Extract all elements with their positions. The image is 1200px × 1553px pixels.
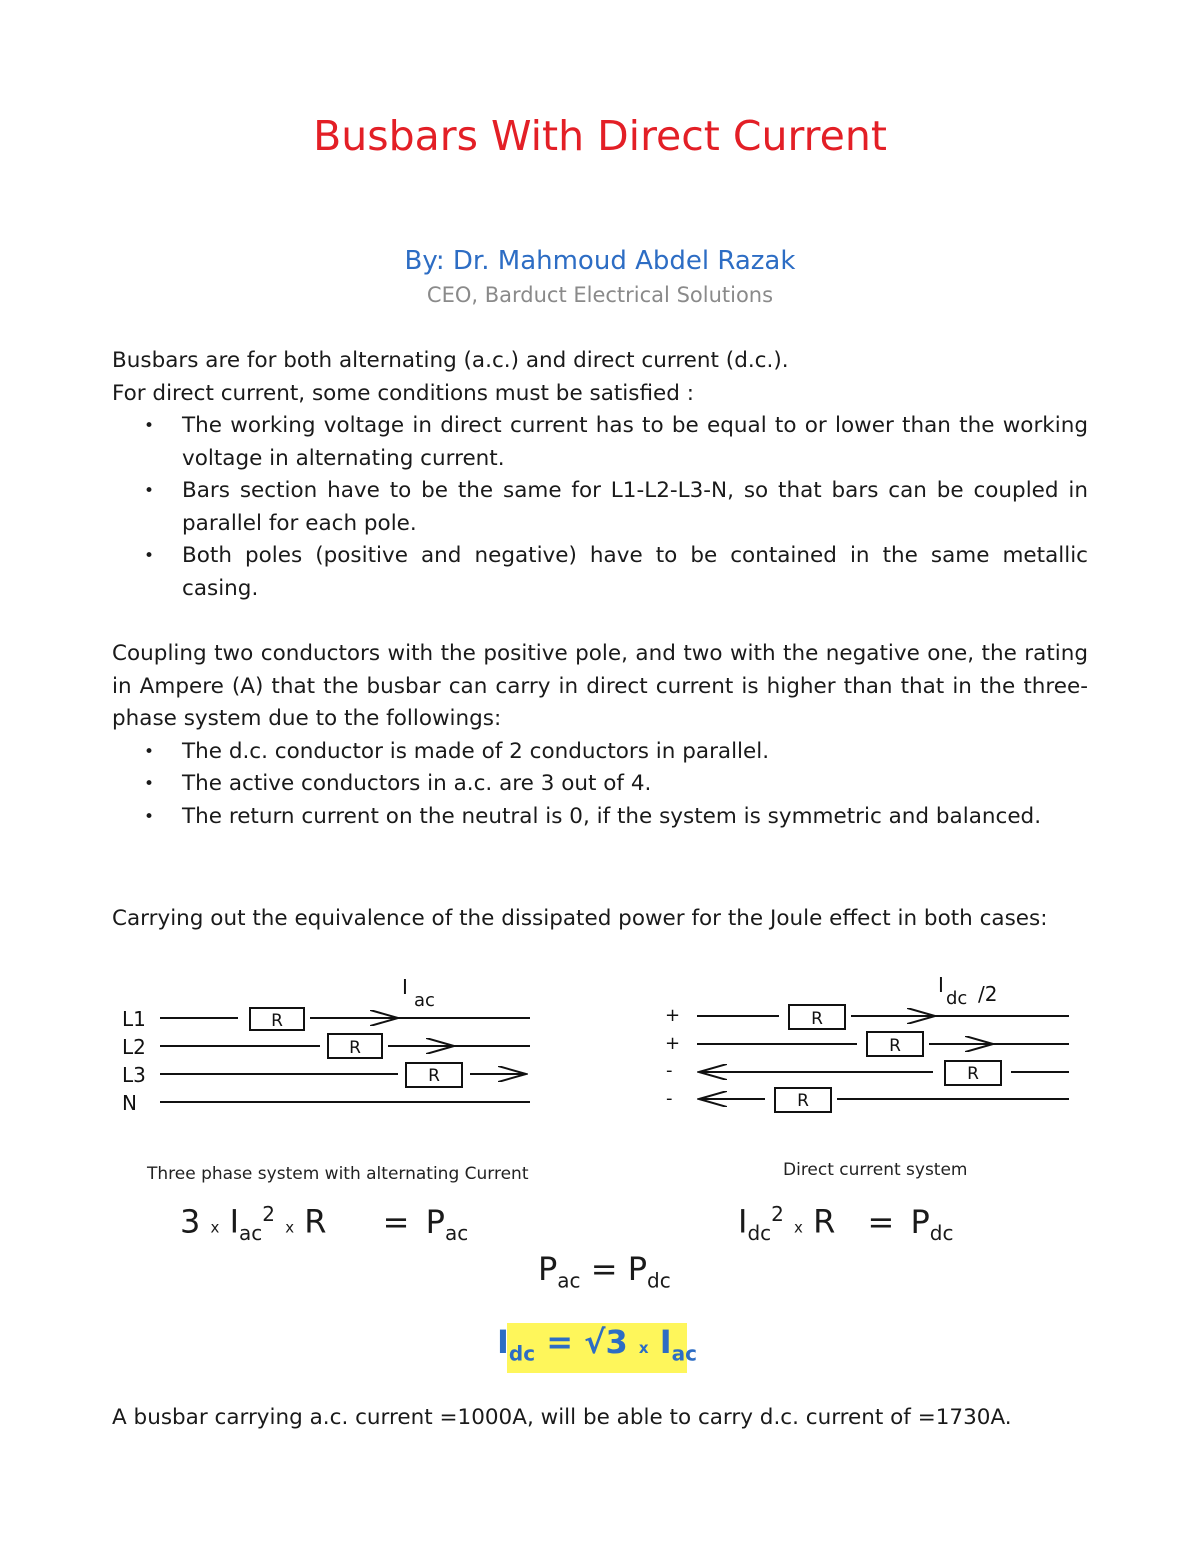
dc-current-sub: dc (946, 988, 968, 1009)
pole-label-negative: - (666, 1088, 673, 1109)
reason-item: • The active conductors in a.c. are 3 out of 4. (112, 768, 1088, 801)
reason-item: • The d.c. conductor is made of 2 conductors in parallel. (112, 736, 1088, 769)
ac-system-diagram (110, 968, 550, 1118)
condition-item: • The working voltage in direct current has to be equal to or lower than the working voltage in alternating current. (112, 410, 1088, 475)
condition-item: • Bars section have to be the same for L1-L2-L3-N, so that bars can be coupled in parallel for each pole. (112, 475, 1088, 540)
line-label-l3: L3 (122, 1063, 146, 1087)
intro-section (112, 345, 1088, 605)
pole-label-negative: - (666, 1060, 673, 1081)
dc-current-i: I (938, 973, 944, 997)
coupling-section (112, 638, 1088, 833)
author-line: By: Dr. Mahmoud Abdel Razak (404, 246, 796, 276)
dc-current-suffix: /2 (978, 982, 998, 1006)
ac-power-equation: 3 x $I_{ac}^2$ x $R = P_{ac}$ (180, 1202, 469, 1246)
resistor-label: R (889, 1036, 901, 1056)
conclusion-section (112, 1402, 1088, 1435)
dc-power-equation: $I_{dc}^2$ x $R = P_{dc}$ (738, 1202, 954, 1246)
line-label-l2: L2 (122, 1035, 146, 1059)
conditions-list (112, 410, 1088, 605)
joule-paragraph: Carrying out the equivalence of the dissipated power for the Joule effect in both cases: (112, 906, 1048, 931)
reason-item: • The return current on the neutral is 0, if the system is symmetric and balanced. (112, 801, 1088, 834)
joule-section (112, 903, 1088, 936)
dc-system-diagram (655, 968, 1075, 1118)
resistor-label: R (428, 1066, 440, 1086)
resistor-label: R (967, 1064, 979, 1084)
condition-item: • Both poles (positive and negative) have to be contained in the same metallic casing. (112, 540, 1088, 605)
power-equivalence-equation: $P_{ac} = P_{dc}$ (538, 1250, 671, 1293)
line-label-l1: L1 (122, 1007, 146, 1031)
resistor-label: R (271, 1011, 283, 1031)
resistor-label: R (811, 1009, 823, 1029)
intro-line-2: For direct current, some conditions must be satisfied : (112, 380, 694, 406)
ac-current-sub: ac (414, 990, 435, 1011)
ac-diagram-caption: Three phase system with alternating Current (147, 1164, 529, 1184)
coupling-paragraph: Coupling two conductors with the positive pole, and two with the negative one, the rating in Ampere (A) that the busbar can carry in direct current is higher than that in the three-phase system due to the followings: (112, 641, 1088, 731)
resistor-label: R (349, 1038, 361, 1058)
pole-label-positive: + (665, 1005, 681, 1026)
line-label-n: N (122, 1091, 137, 1115)
author-role: CEO, Barduct Electrical Solutions (426, 283, 774, 307)
document-title: Busbars With Direct Current (313, 112, 887, 160)
ac-current-i: I (402, 975, 408, 999)
conclusion-text: A busbar carrying a.c. current =1000A, will be able to carry d.c. current of =1730A. (112, 1405, 1012, 1430)
dc-diagram-caption: Direct current system (783, 1160, 968, 1180)
reasons-list (112, 736, 1088, 834)
pole-label-positive: + (665, 1033, 681, 1054)
resistor-label: R (797, 1091, 809, 1111)
intro-line-1: Busbars are for both alternating (a.c.) and direct current (d.c.). (112, 348, 789, 373)
result-equation: $I_{dc} = √3$ x $I_{ac}$ (496, 1323, 697, 1366)
